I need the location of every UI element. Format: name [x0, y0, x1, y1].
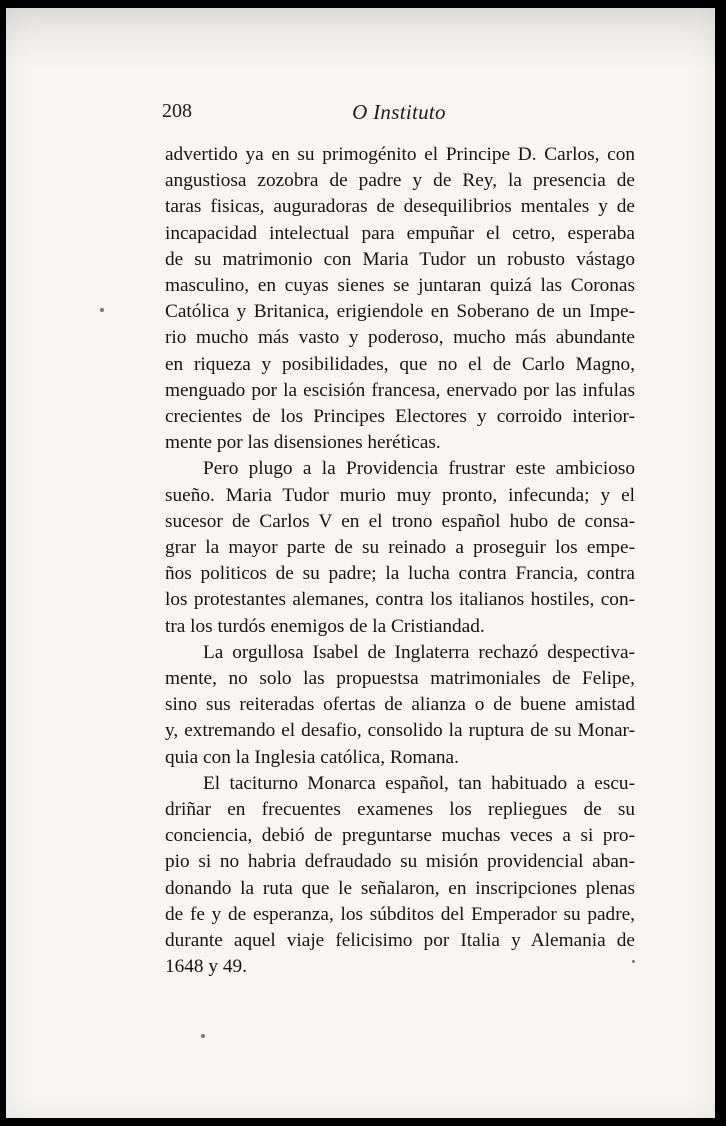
text-line: Pero plugo a la Providencia frustrar este ambicioso — [203, 458, 635, 480]
text-line: de su matrimonio con Maria Tudor un robusto vástago — [165, 248, 635, 270]
text-line: crecientes de los Principes Electores y corroido interior- — [165, 406, 635, 428]
text-line: La orgullosa Isabel de Inglaterra rechazó despectiva- — [203, 641, 635, 663]
text-line: ños politicos de su padre; la lucha contra Francia, contra — [165, 563, 635, 585]
text-line: advertido ya en su primogénito el Principe D. Carlos, con — [165, 144, 635, 165]
scan-speck — [100, 308, 104, 312]
text-line: durante aquel viaje felicisimo por Italia y Alemania de — [165, 930, 635, 952]
text-line: sueño. Maria Tudor murio muy pronto, infecunda; y el — [165, 484, 635, 506]
page-number: 208 — [162, 100, 192, 122]
paragraph-4 — [165, 771, 635, 981]
text-line: quia con la Inglesia católica, Romana. — [165, 746, 459, 768]
text-line: sucesor de Carlos V en el trono español hubo de consa- — [165, 510, 635, 532]
text-line: en riqueza y posibilidades, que no el de Carlo Magno, — [165, 353, 635, 375]
text-line: conciencia, debió de preguntarse muchas veces a si pro- — [165, 825, 635, 847]
text-line: pio si no habria defraudado su misión providencial aban- — [165, 851, 635, 873]
text-line: sino sus reiteradas ofertas de alianza o de buene amistad — [165, 694, 635, 716]
text-line: mente por las disensiones heréticas. — [165, 432, 441, 454]
text-line: Católica y Britanica, erigiendole en Soberano de un Impe- — [165, 301, 635, 323]
text-line: mente, no solo las propuestsa matrimoniales de Felipe, — [165, 668, 635, 690]
text-line: los protestantes alemanes, contra los italianos hostiles, con- — [165, 589, 635, 611]
paragraph-2 — [165, 456, 635, 639]
text-line: donando la ruta que le señalaron, en inscripciones plenas — [165, 877, 635, 899]
text-line: y, extremando el desafio, consolido la ruptura de su Monar- — [165, 720, 635, 742]
scan-shadow — [6, 8, 715, 68]
scan-speck — [201, 1034, 205, 1038]
text-line: El taciturno Monarca español, tan habituado a escu- — [203, 772, 635, 794]
scan-speck — [632, 960, 635, 963]
text-line: tra los turdós enemigos de la Cristiandad. — [165, 615, 485, 637]
text-line: driñar en frecuentes examenes los repliegues de su — [165, 799, 635, 821]
page-header — [162, 100, 636, 130]
text-line: angustiosa zozobra de padre y de Rey, la presencia de — [165, 170, 635, 192]
text-line: rio mucho más vasto y poderoso, mucho más abundante — [165, 327, 635, 349]
book-page — [6, 8, 715, 1118]
text-line: taras fisicas, auguradoras de desequilibrios mentales y de — [165, 196, 635, 218]
text-line: menguado por la escisión francesa, enervado por las infulas — [165, 379, 635, 401]
text-line: grar la mayor parte de su reinado a proseguir los empe- — [165, 537, 635, 559]
body-text — [165, 142, 635, 981]
text-line: 1648 y 49. — [165, 956, 247, 978]
paragraph-3 — [165, 640, 635, 771]
text-line: de fe y de esperanza, los súbditos del Emperador su padre, — [165, 903, 635, 925]
running-title: O Instituto — [352, 100, 446, 124]
text-line: masculino, en cuyas sienes se juntaran quizá las Coronas — [165, 275, 635, 297]
paragraph-1 — [165, 142, 635, 456]
text-line: incapacidad intelectual para empuñar el cetro, esperaba — [165, 222, 635, 244]
